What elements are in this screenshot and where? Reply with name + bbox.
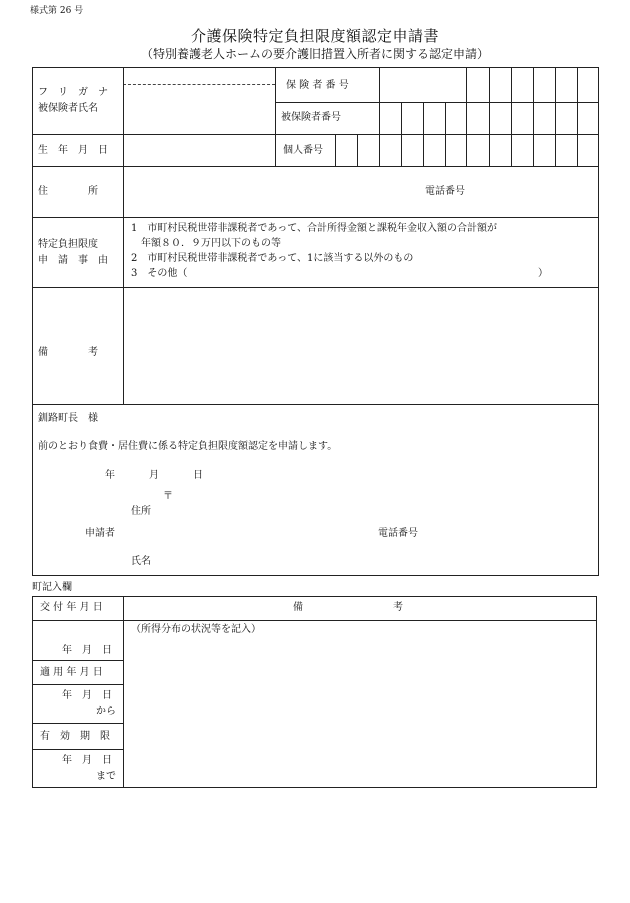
address-label: 住 所 [38, 186, 98, 197]
form-title: 介護保険特定負担限度額認定申請書 [190, 27, 439, 45]
validity-ymd: 年 月 日 [62, 755, 112, 766]
town-remarks-note: （所得分布の状況等を記入） [131, 624, 261, 635]
town-remarks-field[interactable] [124, 621, 596, 787]
postal-mark: 〒 [163, 491, 173, 502]
remarks-field[interactable] [124, 288, 598, 403]
phone-number-label: 電話番号 [425, 186, 465, 197]
date-day-label: 日 [193, 470, 203, 481]
apply-date-ymd: 年 月 日 [62, 690, 112, 701]
insured-name-field[interactable] [124, 86, 274, 133]
applicant-name-label: 氏名 [131, 556, 151, 567]
remarks-label: 備 考 [38, 347, 98, 358]
issue-date-label: 交 付 年 月 日 [40, 602, 103, 613]
insurer-number-field[interactable] [380, 68, 598, 101]
personal-number-label: 個人番号 [283, 145, 323, 156]
furigana-label: フ リ ガ ナ [38, 87, 108, 98]
date-of-birth-field[interactable] [124, 135, 274, 165]
insured-number-label: 被保険者番号 [281, 112, 341, 123]
address-field[interactable] [124, 167, 598, 216]
applicant-address-label: 住所 [131, 506, 151, 517]
reason-label-line2: 申 請 事 由 [38, 255, 108, 266]
reason-item-3: 3 その他（ [131, 268, 188, 279]
applicant-phone-label: 電話番号 [378, 528, 418, 539]
issue-date-ymd: 年 月 日 [62, 645, 112, 656]
date-of-birth-label: 生 年 月 日 [38, 145, 108, 156]
insurer-number-label: 保 険 者 番 号 [286, 80, 349, 91]
from-label: から [96, 706, 116, 717]
validity-label: 有 効 期 限 [40, 731, 110, 742]
reason-item-1: 1 市町村民税世帯非課税者であって、合計所得金額と課税年金収入額の合計額が [131, 223, 498, 234]
addressee: 釧路町長 様 [38, 413, 98, 424]
form-subtitle: （特別養護老人ホームの要介護旧措置入所者に関する認定申請） [140, 47, 489, 61]
table-rule [32, 723, 123, 724]
declaration-statement: 前のとおり食費・居住費に係る特定負担限度額認定を申請します。 [38, 441, 338, 452]
reason-item-1-cont: 年額８０．９万円以下のもの等 [131, 238, 281, 249]
table-rule [275, 67, 276, 166]
apply-date-label: 適 用 年 月 日 [40, 667, 103, 678]
reason-label-line1: 特定負担限度 [38, 239, 98, 250]
table-rule [123, 84, 275, 85]
insured-number-field[interactable] [380, 103, 598, 133]
form-number: 様式第 26 号 [30, 6, 84, 16]
insured-name-label: 被保険者氏名 [38, 103, 98, 114]
table-rule [32, 217, 599, 218]
personal-number-field[interactable] [336, 135, 598, 165]
table-rule [32, 684, 123, 685]
until-label: まで [96, 771, 116, 782]
reason-item-2: 2 市町村民税世帯非課税者であって、1に該当する以外のもの [131, 253, 414, 264]
table-rule [32, 404, 599, 405]
applicant-label: 申請者 [85, 528, 115, 539]
furigana-field[interactable] [124, 68, 274, 84]
table-rule [32, 660, 123, 661]
table-rule [32, 749, 123, 750]
reason-item-3-close: ） [538, 268, 548, 279]
date-year-label: 年 [105, 470, 115, 481]
date-month-label: 月 [149, 470, 159, 481]
town-section-heading: 町記入欄 [32, 582, 72, 593]
town-remarks-header: 備 考 [293, 602, 403, 613]
